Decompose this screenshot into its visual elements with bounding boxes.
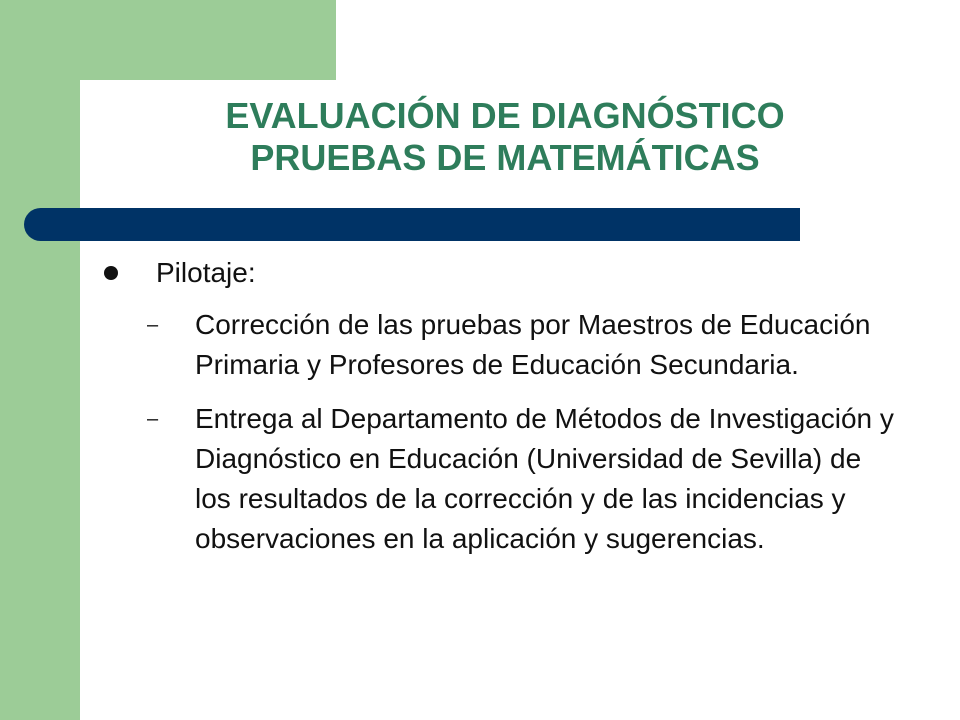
slide-body [100,255,900,573]
sub-item-text: Corrección de las pruebas por Maestros de Educación Primaria y Profesores de Educación Secundaria. [195,309,871,380]
sub-list [100,305,900,559]
dash-icon: – [147,314,159,336]
bullet-item [100,255,900,291]
title-line-1: EVALUACIÓN DE DIAGNÓSTICO [225,95,785,136]
sub-item-delivery [100,399,900,559]
title-line-2: PRUEBAS DE MATEMÁTICAS [250,137,760,178]
title-divider-bar [24,208,800,241]
bullet-label: Pilotaje: [156,257,256,288]
dash-icon: – [147,408,159,430]
bullet-dot-icon [104,266,118,280]
green-sidebar [0,0,80,720]
sub-item-correction [100,305,900,385]
slide-title [110,95,900,179]
green-top-band [0,0,336,80]
sub-item-text: Entrega al Departamento de Métodos de Investigación y Diagnóstico en Educación (Universidad de Sevilla) de los resultados de la corrección y de las incidencias y observaciones en la aplicación y sugerencias. [195,403,894,554]
